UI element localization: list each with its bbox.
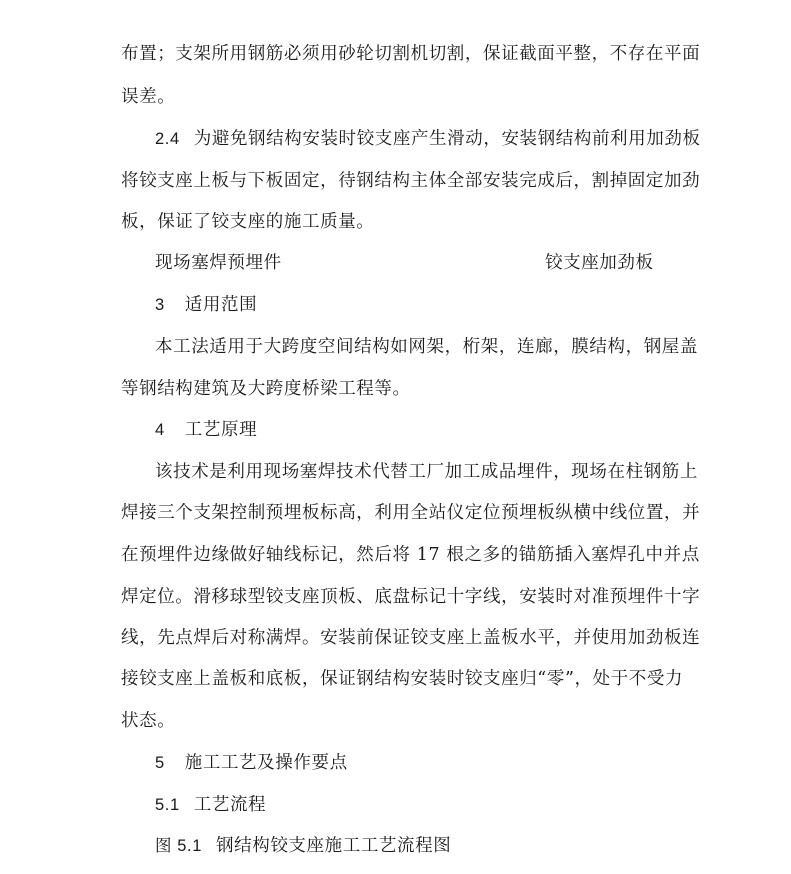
section-number: 3 <box>155 296 165 314</box>
section-title: 工艺原理 <box>184 420 258 440</box>
paragraph-line: 焊定位。滑移球型铰支座顶板、底盘标记十字线，安装时对准预埋件十字 <box>121 587 701 607</box>
paragraph-line: 将铰支座上板与下板固定，待钢结构主体全部安装完成后，割掉固定加劲 <box>121 171 701 191</box>
caption-right: 铰支座加劲板 <box>545 253 654 273</box>
section-number: 4 <box>155 421 165 439</box>
paragraph-line: 本工法适用于大跨度空间结构如网架，桁架，连廊，膜结构，钢屋盖 <box>155 337 698 357</box>
paragraph-line: 状态。 <box>121 711 176 731</box>
paragraph-line: 该技术是利用现场塞焊技术代替工厂加工成品埋件，现场在柱钢筋上 <box>155 462 698 482</box>
paragraph-2-4-first-line <box>155 127 715 151</box>
paragraph-line: 焊接三个支架控制预埋板标高，利用全站仪定位预埋板纵横中线位置，并 <box>121 503 701 523</box>
paragraph-line: 误差。 <box>121 87 176 107</box>
paragraph-line: 线，先点焊后对称满焊。安装前保证铰支座上盖板水平，并使用加劲板连 <box>121 628 701 648</box>
paragraph-line: 板，保证了铰支座的施工质量。 <box>121 212 375 232</box>
section-heading-5 <box>155 751 715 775</box>
section-number: 5.1 <box>155 796 180 814</box>
section-title: 适用范围 <box>184 295 258 315</box>
section-title: 施工工艺及操作要点 <box>184 753 348 773</box>
section-heading-3 <box>155 293 715 317</box>
section-title: 工艺流程 <box>193 795 267 815</box>
figure-caption-5-1 <box>155 834 715 858</box>
paragraph-text: 为避免钢结构安装时铰支座产生滑动，安装钢结构前利用加劲板 <box>193 129 701 149</box>
section-number: 5 <box>155 754 165 772</box>
figure-title: 钢结构铰支座施工工艺流程图 <box>216 836 452 856</box>
section-heading-4 <box>155 418 715 442</box>
clause-number: 2.4 <box>155 130 180 148</box>
section-heading-5-1 <box>155 793 715 817</box>
figure-number: 图 5.1 <box>155 837 203 855</box>
paragraph-line: 接铰支座上盖板和底板，保证钢结构安装时铰支座归“零”，处于不受力 <box>121 669 684 689</box>
paragraph-line: 布置；支架所用钢筋必须用砂轮切割机切割，保证截面平整，不存在平面 <box>121 44 701 64</box>
paragraph-line: 等钢结构建筑及大跨度桥梁工程等。 <box>121 379 411 399</box>
paragraph-line: 在预埋件边缘做好轴线标记，然后将 17 根之多的锚筋插入塞焊孔中并点 <box>121 545 700 565</box>
caption-left: 现场塞焊预埋件 <box>155 253 282 273</box>
